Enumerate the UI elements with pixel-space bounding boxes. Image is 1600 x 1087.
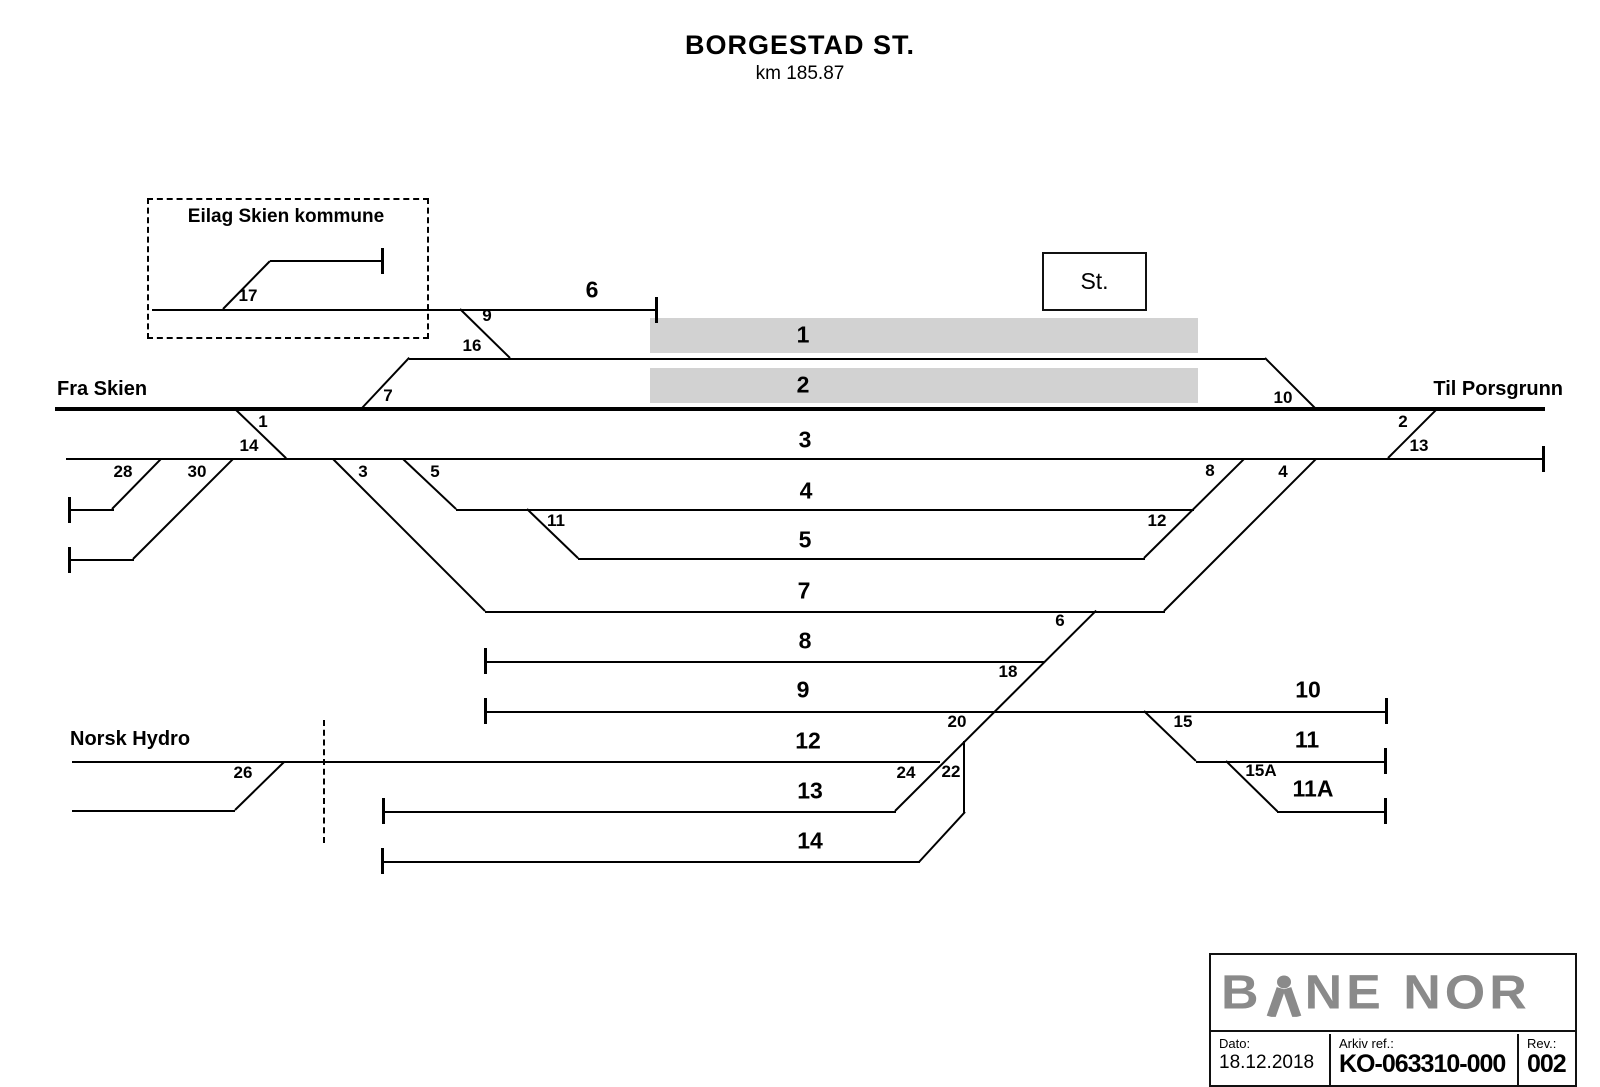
buffer-stop-siding-b (68, 547, 71, 573)
archive-ref-value: KO-063310-000 (1339, 1050, 1506, 1079)
buffer-stop-siding-a (68, 497, 71, 523)
drawing-title-block (1209, 953, 1577, 1087)
switch-label-8: 8 (1205, 461, 1215, 480)
left-siding-b-line (70, 559, 134, 561)
buffer-stop-spur-17 (381, 248, 384, 274)
switch-4-link (1163, 458, 1316, 611)
switch-label-9: 9 (482, 306, 492, 325)
eilag-label: Eilag Skien kommune (187, 206, 385, 227)
track-label-8: 8 (798, 627, 812, 654)
track-9-10-line (486, 711, 1387, 713)
switch-3-link (332, 458, 485, 611)
track-label-14: 14 (797, 827, 823, 854)
track-label-2: 2 (796, 371, 810, 398)
track-label-1: 1 (796, 321, 810, 348)
buffer-stop-track-11a (1384, 798, 1387, 824)
km-position: km 185.87 (755, 63, 845, 84)
switch-label-22: 22 (941, 762, 961, 781)
switch-label-24: 24 (896, 763, 916, 782)
buffer-stop-track-13 (382, 798, 385, 824)
direction-til-porsgrunn: Til Porsgrunn (1433, 378, 1563, 400)
switch-label-2: 2 (1398, 412, 1408, 431)
buffer-stop-track-9 (484, 698, 487, 724)
switch-label-3: 3 (358, 462, 368, 481)
track-14-line (383, 861, 920, 863)
track-4-line (456, 509, 1194, 511)
track-label-5: 5 (798, 526, 812, 553)
track-12-line (72, 761, 940, 763)
switch-label-7: 7 (383, 386, 393, 405)
bane-nor-logo (1221, 965, 1531, 1020)
switch-label-20: 20 (947, 712, 967, 731)
platform-track-1 (650, 318, 1198, 353)
track-label-4: 4 (799, 477, 813, 504)
track-3-line (66, 458, 1543, 460)
date-label: Dato: (1219, 1036, 1251, 1051)
track-14-branch-bend (918, 811, 965, 862)
switch-label-17: 17 (238, 286, 258, 305)
buffer-stop-track-14 (381, 848, 384, 874)
title-block-fields (1211, 1034, 1575, 1085)
switch-label-30: 30 (187, 462, 207, 481)
switch-label-1: 1 (258, 412, 268, 431)
track-11a-line (1277, 811, 1386, 813)
switch-label-4: 4 (1278, 462, 1288, 481)
revision-cell (1517, 1034, 1575, 1085)
buffer-stop-track-10 (1385, 698, 1388, 724)
archive-ref-label: Arkiv ref.: (1339, 1036, 1394, 1051)
buffer-stop-track-11 (1384, 748, 1387, 774)
spur-17-line (270, 260, 383, 262)
track-label-9: 9 (796, 676, 810, 703)
bane-nor-logo-row (1211, 955, 1575, 1032)
switch-label-14: 14 (239, 436, 259, 455)
archive-ref-cell (1329, 1034, 1517, 1085)
track-8-line (486, 661, 1044, 663)
direction-from-skien: Fra Skien (57, 378, 148, 400)
switch-label-11: 11 (547, 511, 565, 530)
main-line-track-2 (55, 407, 1545, 411)
track-label-3: 3 (798, 426, 812, 453)
logo-letter-b: B (1221, 965, 1263, 1020)
revision-value: 002 (1527, 1050, 1566, 1079)
property-boundary-dashed-line (323, 720, 325, 843)
track-label-12: 12 (795, 727, 821, 754)
platform-track-2 (650, 368, 1198, 403)
buffer-stop-track-3 (1542, 446, 1545, 472)
switch-label-15: 15 (1173, 712, 1193, 731)
norsk-hydro-label: Norsk Hydro (70, 728, 191, 750)
switch-label-15a: 15A (1245, 761, 1277, 780)
switch-label-6: 6 (1055, 611, 1065, 630)
switch-label-5: 5 (430, 462, 440, 481)
track-label-11a: 11A (1292, 775, 1334, 802)
date-cell (1211, 1034, 1329, 1085)
page-title: BORGESTAD ST. (684, 30, 915, 60)
switch-label-18: 18 (998, 662, 1018, 681)
logo-letters-ne-nor: NE NOR (1304, 965, 1531, 1020)
track-13-line (384, 811, 896, 813)
buffer-stop-track-6 (655, 297, 658, 323)
buffer-stop-track-8 (484, 648, 487, 674)
left-siding-a-line (70, 509, 114, 511)
bane-nor-a-mark-icon (1265, 974, 1303, 1016)
track-label-11: 11 (1294, 726, 1320, 753)
track-6-line (152, 309, 657, 311)
switch-label-12: 12 (1147, 511, 1167, 530)
norsk-hydro-siding-line (72, 810, 235, 812)
date-value: 18.12.2018 (1219, 1052, 1315, 1074)
switch-label-28: 28 (113, 462, 133, 481)
track-1-line (409, 358, 1265, 360)
switch-label-10: 10 (1273, 388, 1293, 407)
track-label-7: 7 (797, 577, 811, 604)
switch-label-26: 26 (233, 763, 253, 782)
revision-label: Rev.: (1527, 1036, 1557, 1051)
switch-label-13: 13 (1409, 436, 1429, 455)
track-5-line (578, 558, 1145, 560)
station-building-box (1042, 252, 1147, 311)
track-label-10: 10 (1295, 676, 1321, 703)
track-14-branch-vertical (963, 741, 965, 813)
station-building-label: St. (1080, 268, 1109, 294)
track-label-6: 6 (585, 276, 599, 303)
switch-label-16: 16 (462, 336, 482, 355)
track-label-13: 13 (797, 777, 823, 804)
